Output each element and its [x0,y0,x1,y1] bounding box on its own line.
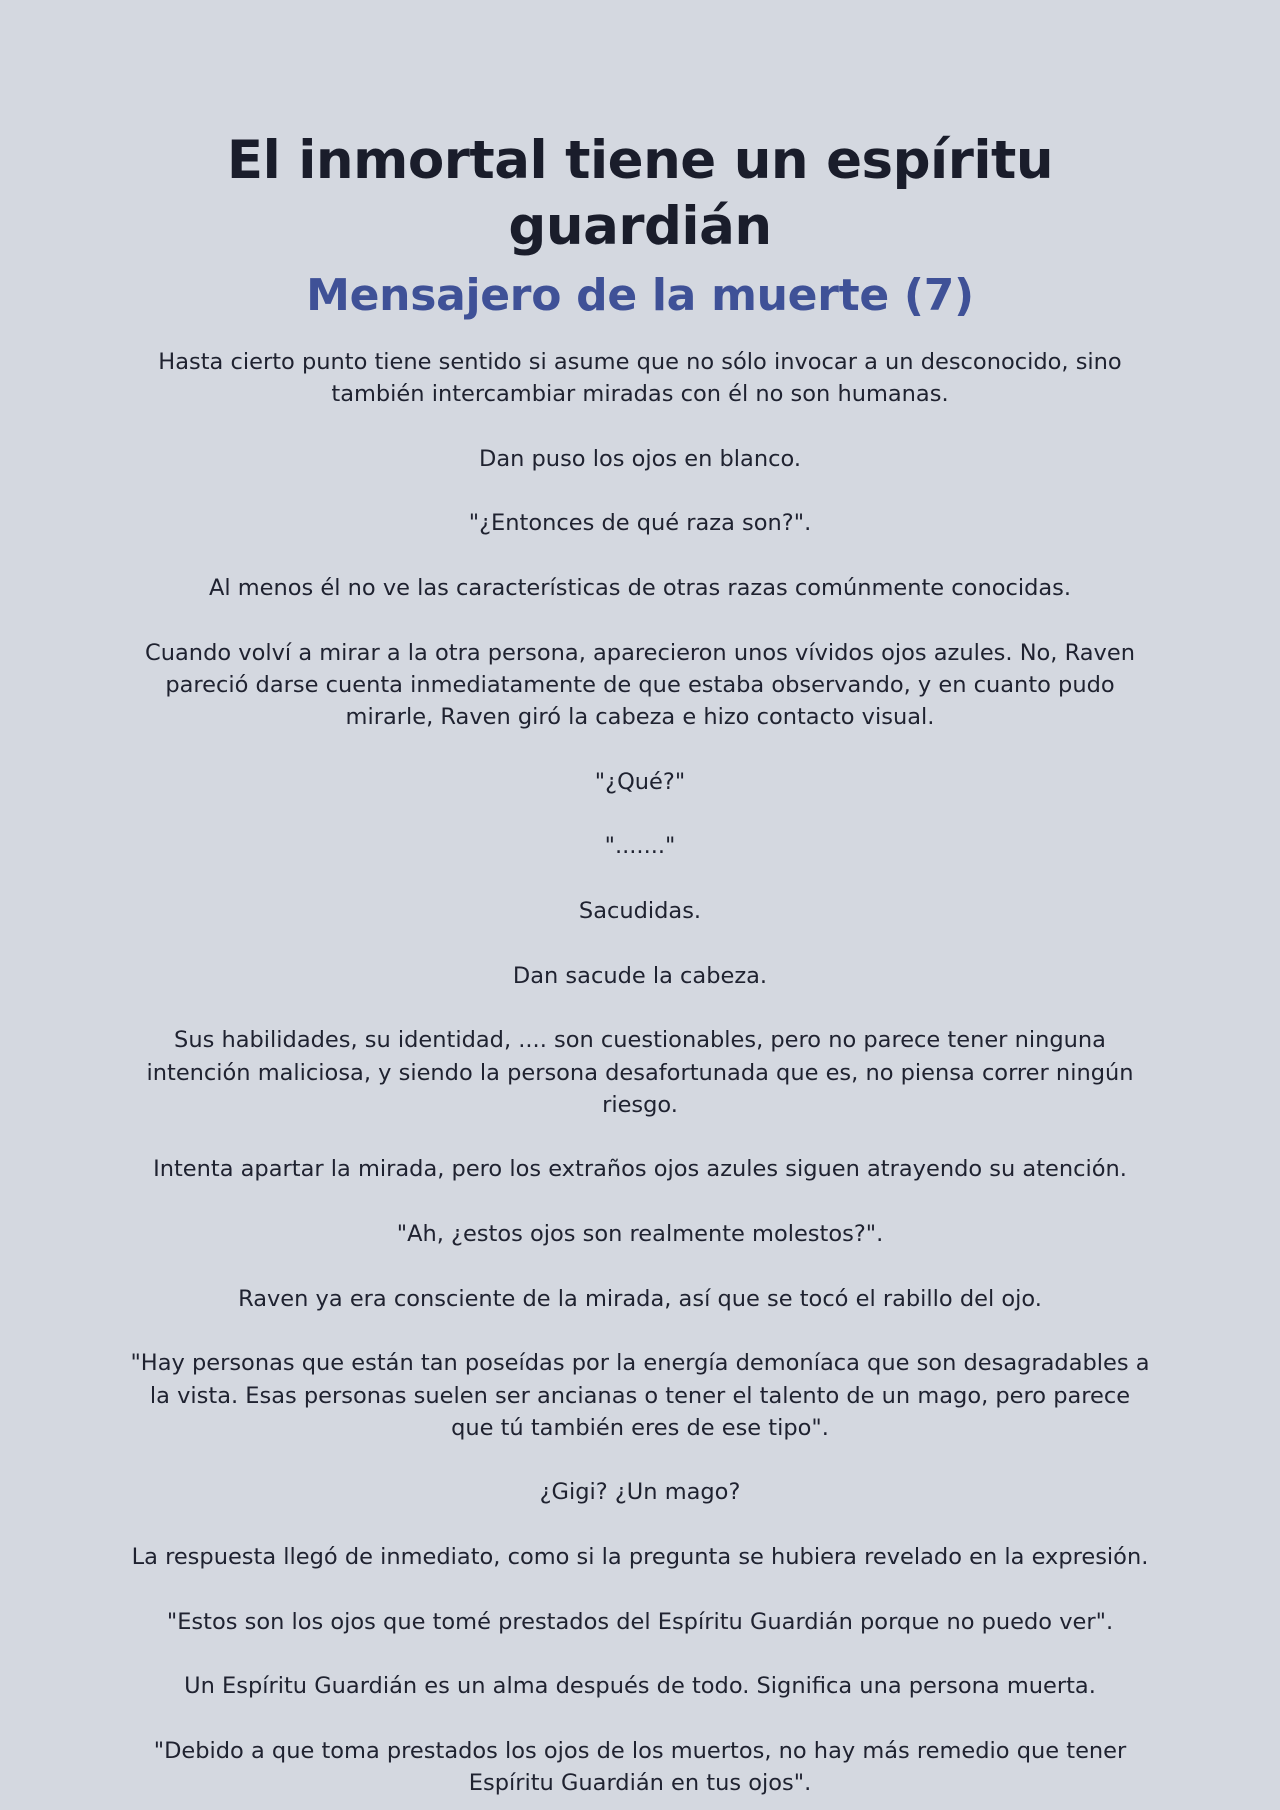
paragraph: Al menos él no ve las características de otras razas comúnmente conocidas. [208,575,1072,602]
paragraph: Intenta apartar la mirada, pero los extraños ojos azules siguen atrayendo su atención. [153,1156,1127,1183]
paragraph: Sus habilidades, su identidad, .... son cuestionables, pero no parece tener ninguna intención maliciosa, y siendo la persona desafortunada que es, no piensa correr ningún riesgo. [146,1027,1134,1118]
paragraph: "¿Qué?" [594,768,686,795]
paragraph: Dan sacude la cabeza. [512,962,768,989]
paragraph: Dan puso los ojos en blanco. [479,445,801,472]
paragraph: "Hay personas que están tan poseídas por la energía demoníaca que son desagradables a la vista. Esas personas suelen ser ancianas o tener el talento de un mago, pero parece que tú también eres de ese tipo". [130,1350,1150,1441]
paragraph: Hasta cierto punto tiene sentido si asume que no sólo invocar a un desconocido, sino también intercambiar miradas con él no son humanas. [158,349,1122,408]
paragraph: "¿Entonces de qué raza son?". [468,510,812,537]
paragraph: ¿Gigi? ¿Un mago? [539,1479,741,1506]
paragraph: Cuando volví a mirar a la otra persona, aparecieron unos vívidos ojos azules. No, Raven pareció darse cuenta inmediatamente de que estaba observando, y en cuanto pudo mirarle, Raven giró la cabeza e hizo contacto visual. [145,639,1135,731]
paragraph: La respuesta llegó de inmediato, como si la pregunta se hubiera revelado en la expresión. [131,1543,1149,1570]
chapter-body [130,346,1150,1799]
book-title: El inmortal tiene un espíritu guardián [226,130,1054,257]
paragraph: Un Espíritu Guardián es un alma después de todo. Significa una persona muerta. [184,1673,1096,1700]
paragraph: "Debido a que toma prestados los ojos de los muertos, no hay más remedio que tener Espíritu Guardián en tus ojos". [153,1737,1127,1797]
paragraph: Sacudidas. [578,898,702,925]
paragraph: Raven ya era consciente de la mirada, así que se tocó el rabillo del ojo. [238,1285,1042,1312]
paragraph: "Ah, ¿estos ojos son realmente molestos?". [396,1221,884,1248]
paragraph: "Estos son los ojos que tomé prestados del Espíritu Guardián porque no puedo ver". [166,1608,1114,1635]
paragraph: "......." [604,833,676,860]
chapter-title: Mensajero de la muerte (7) [306,270,974,321]
